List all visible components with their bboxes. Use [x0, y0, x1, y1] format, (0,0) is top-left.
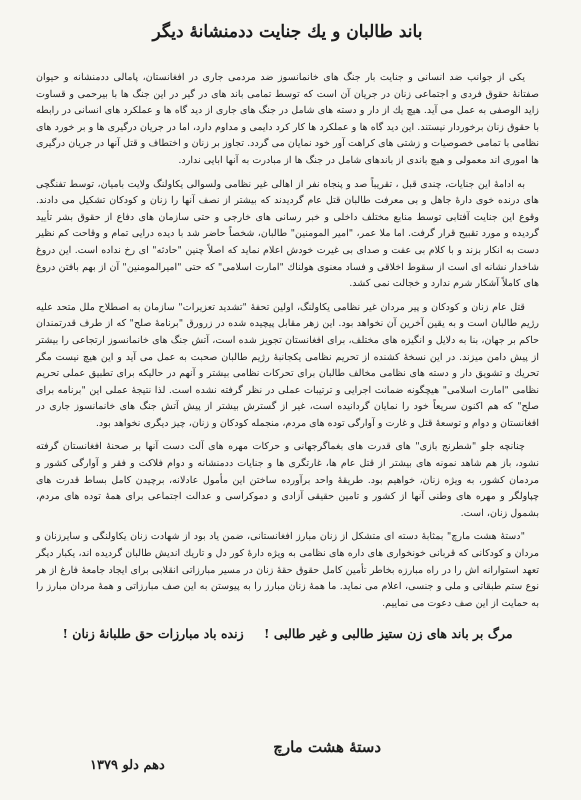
paragraph: چنانچه جلو "شطرنج بازی" های قدرت های بغماگرجهانی و حرکات مهره های آلت دست آنها بر صحنهٔ افغانستان گرفته نشود، باز هم شاهد نمونه های بیشتر از قتل عام ها، غارتگری ها و جنایات ددمنشانه و دوام فلاکت و فقر و آوارگی کشور و مردمان کشور، به ویژه زنان، خواهیم بود. طریقهٔ واحد برآورده ساختن این مأمول عادلانه، برچیدن کامل بساط قدرت های چپاولگر و مهره های وطنی آنها از کشور و تامین حقیقی آزادی و دموکراسی و عدالت اجتماعی برای همهٔ توده های مردم، بشمول زنان، است.: [36, 441, 539, 519]
paragraph: یکی از جوانب ضد انسانی و جنایت بار جنگ های خانمانسوز ضد مردمی جاری در افغانستان، پامالی ددمنشانه و حیوان صفتانهٔ حقوق فردی و اجتماعی زنان در جریان آن است که توسط تمامی باند های در گیر در این جنگ ها با بیرحمی و قساوت زاید الوصفی به عمل می آید. هیچ یك از دار و دسته های شامل در جنگ های جاری از دید گاه ها و عملکرد های انسانی در رابطه با حقوق زنان برخوردار نیستند. این دید گاه ها و عملکرد ها کار کرد دایمی و مداوم دارد، اما در جریان درگیری ها و بر خورد های نظامی با تمامی خصوصیات و زشتی های کراهت آور خود نمایان می گردد. تجاوز بر زنان و اختطاف و قتل آنها در جریان درگیری ها اموری اند معمولی و هیچ باندی از باندهای شامل در جنگ ها از مبادرت به آنها ابایی ندارد.: [36, 72, 539, 166]
paragraph: به ادامهٔ این جنایات، چندی قبل ، تقریباً صد و پنجاه نفر از اهالی غیر نظامی ولسوالی یکاولنگ ولایت بامیان، توسط تفنگچی های درنده خوی دارهٔ جاهل و بی معرفت طالبان قتل عام گردیدند که بیشتر از نصف آنها را زنان و کودکان تشکیل می دادند. وقوع این جنایت آفتابی توسط منابع مختلف داخلی و خبر رسانی های خارجی و حتی سازمان های دفاع از حقوق بشر تأیید گردیده و مورد تقبیح قرار گرفت. اما ملا عمر، "امیر المومنین" طالبان، شخصاً حاضر شد با دیده درایی تمام و وقاحت کم نظیر دست به انکار بزند و با کلام بی عفت و صدای بی غیرت خودش اعلام نماید که اصلاً چنین "حادثه" ای رخ نداده است. این دروغ شاخدار نشانه ای است از سقوط اخلاقی و فساد معنوی هولناك "امارت اسلامی" که حتی "امیرالمومنین" آن از بهم بافتن دروغ های کاملاً آشکار شرم ندارد و خجالت نمی کشد.: [36, 178, 539, 290]
slogans-line: [36, 626, 539, 641]
document-date: دهم دلو ۱۳۷۹: [90, 758, 165, 773]
paragraph: "دستهٔ هشت مارچ" بمثابهٔ دسته ای متشکل از زنان مبارز افغانستانی، ضمن یاد بود از شهادت زنان یکاولنگی و سایرزنان و مردان و کودکانی که قربانی خونخواری های داره های نظامی به ویژه دارهٔ کور دل و تاریك اندیش طالبان گردیده اند، یکبار دیگر تعهد استوارانه اش را در راه مبارزه بخاطر تأمین کامل حقوق حقهٔ زنان در مسیر مبارزاتی انقلابی برای ایجاد جامعهٔ فارغ از هر نوع ستم طبقاتی و ملی و جنسی، اعلام می نماید. ما همهٔ زنان مبارز را به پیوستن به این صف مبارزاتی و همهٔ مردان مبارز را به حمایت از این صف دعوت می نماییم.: [36, 531, 539, 609]
slogan: مرگ بر باند های زن ستیز طالبی و غیر طالبی !: [263, 626, 513, 642]
body-text: [36, 70, 539, 612]
signature-organization: دستهٔ هشت مارچ: [273, 738, 381, 756]
paragraph: قتل عام زنان و کودکان و پیر مردان غیر نظامی یکاولنگ، اولین تحفهٔ "تشدید تعزیرات" سازمان به اصطلاح ملل متحد علیه رژیم طالبان است و به یقین آخرین آن نخواهد بود. این زهر مقابل پیچیده شده در زرورق "برنامهٔ صلح" که از طرف قدرتمندان حاکم بر جهان، بنا به دلایل و انگیزه های مختلف، برای افغانستان تجویز شده است، آتش جنگ های خانمانسوز ارتجاعی را بیشتر از پیش دامن میزند. در این نسخهٔ کشنده از تحریم نظامی یکجانبهٔ رژیم طالبان صحبت به عمل می آید و این هیچ نیست مگر تحریك و تشویق دار و دسته های نظامی مخالف طالبان برای تحرکات نظامی بیشتر و آنهم در حالیکه برای تطبیق عملی تحریم نظامی "امارت اسلامی" هیچگونه ضمانت اجرایی و ترتیبات عملی در نظر گرفته نشده است. لذا نتیجهٔ عملی این "برنامه برای صلح" که هم اکنون سریعاً خود را نمایان گردانیده است، غیر از گسترش بیشتر از پیش آتش جنگ های خانمانسوز جاری در افغانستان و دوام و توسعهٔ قتل و غارت و آوارگی توده های مردم، منجمله کودکان و زنان، چیز دیگری نخواهد بود.: [36, 301, 539, 429]
document-title: باند طالبان و یك جنایت ددمنشانهٔ دیگر: [152, 22, 423, 42]
slogan: زنده باد مبارزات حق طلبانهٔ زنان !: [62, 626, 244, 642]
